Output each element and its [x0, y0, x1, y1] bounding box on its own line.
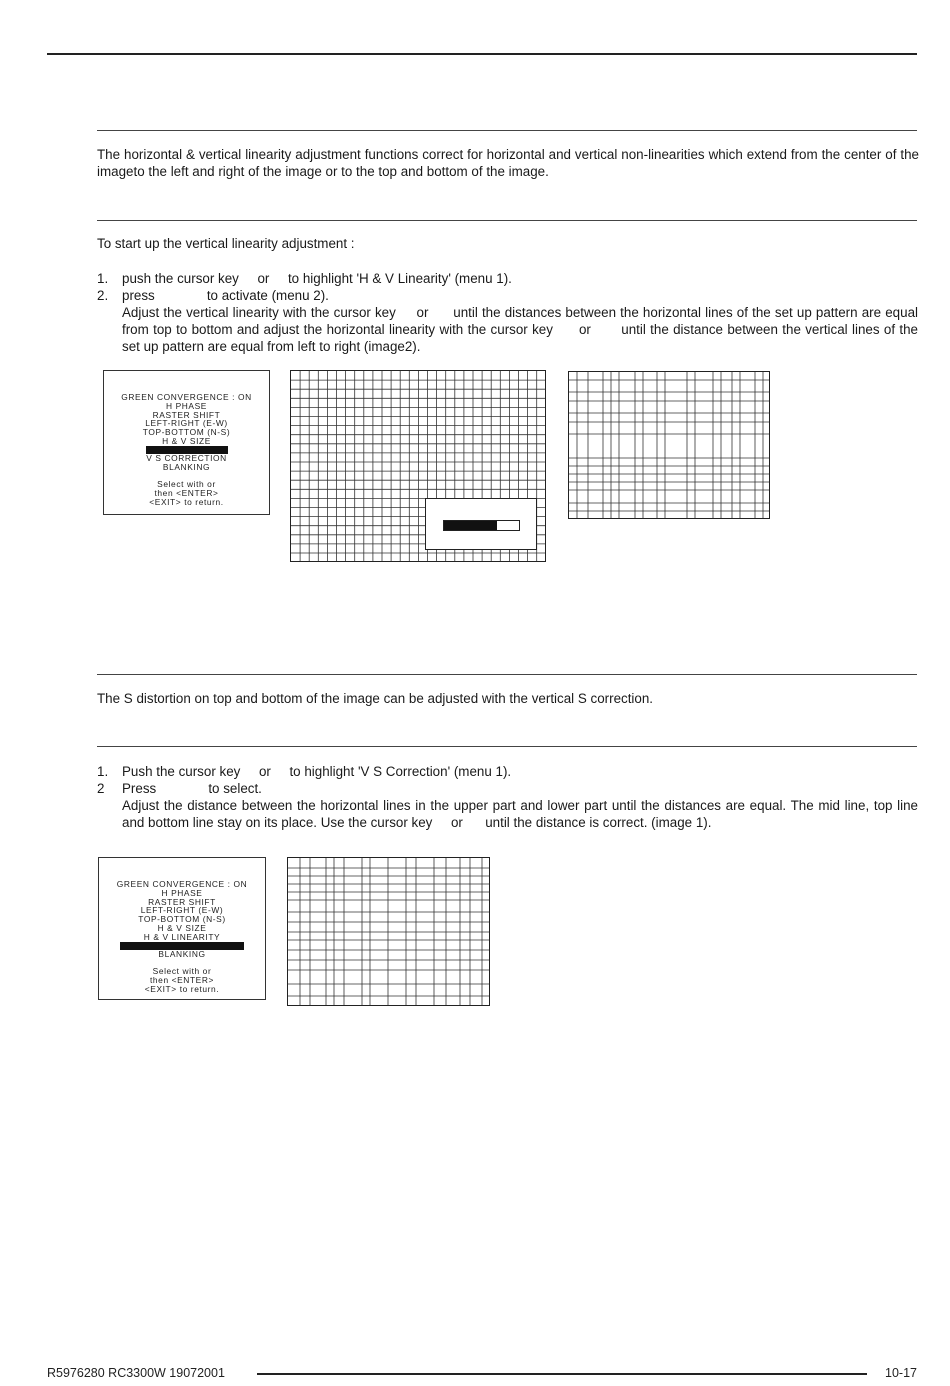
step-number: 2: [97, 781, 105, 796]
step-number: 1.: [97, 271, 109, 286]
s-correction-intro: The S distortion on top and bottom of the image can be adjusted with the vertical S correction.: [97, 691, 654, 706]
menu-footer-line: then <ENTER>: [154, 488, 219, 499]
nonlinear-pattern-grid: [568, 371, 770, 519]
section-rule: [97, 220, 917, 221]
osd-menu: [103, 370, 270, 515]
s-distortion-grid-pattern: [288, 858, 489, 1005]
menu-item: BLANKING: [162, 461, 211, 472]
nonlinear-grid-pattern: [569, 372, 769, 518]
menu-item: GREEN CONVERGENCE : ON: [121, 392, 252, 402]
menu-item: LEFT-RIGHT (E-W): [145, 418, 228, 429]
step-text: Push the cursor key or to highlight 'V S Correction' (menu 1).: [122, 764, 512, 779]
menu-item: TOP-BOTTOM (N-S): [138, 914, 226, 925]
menu-item: H PHASE: [166, 400, 207, 411]
section-rule: [97, 130, 917, 131]
step-detail: Adjust the vertical linearity with the cursor key or until the distances between the horizontal lines of the set up pattern are equal from top to bottom and adjust the horizontal linearity with the cursor key or until the distance between the vertical lines of the set up pattern are equal from left to right (image2).: [122, 305, 922, 354]
setup-pattern-grid: [290, 370, 546, 562]
section-rule: [97, 674, 917, 675]
menu-item: BLANKING: [158, 948, 206, 959]
step-text: push the cursor key or to highlight 'H & V Linearity' (menu 1).: [122, 271, 512, 286]
slider-fill: [444, 521, 497, 530]
menu-item: H & V SIZE: [162, 435, 211, 446]
menu-item: RASTER SHIFT: [148, 896, 216, 907]
menu-item: H & V SIZE: [157, 922, 207, 933]
menu-footer-line: <EXIT> to return.: [144, 983, 220, 994]
step-detail: Adjust the distance between the horizontal lines in the upper part and lower part until the distances are equal. The mid line, top line and bottom line stay on its place. Use the cursor key or until the distance is correct. (image 1).: [122, 798, 922, 830]
osd-menu: [98, 857, 266, 1000]
linearity-startup-text: To start up the vertical linearity adjustment :: [97, 236, 355, 251]
page-number: 10-17: [885, 1366, 917, 1380]
adjust-slider: [443, 520, 520, 531]
section-rule: [97, 746, 917, 747]
menu-item: H PHASE: [161, 887, 203, 898]
footer-rule: [257, 1373, 867, 1375]
step-number: 2.: [97, 288, 109, 303]
menu-footer-line: Select with or: [152, 966, 212, 977]
menu-footer-line: then <ENTER>: [150, 975, 214, 986]
header-rule: [47, 53, 917, 55]
menu-item: V S CORRECTION: [146, 452, 227, 463]
menu-footer-line: Select with or: [157, 479, 216, 490]
menu-item: TOP-BOTTOM (N-S): [142, 427, 231, 438]
step-text: Press to select.: [122, 781, 262, 796]
s-distortion-pattern-grid: [287, 857, 490, 1006]
menu-item: LEFT-RIGHT (E-W): [140, 905, 224, 916]
menu-footer-line: <EXIT> to return.: [149, 496, 224, 507]
linearity-intro: The horizontal & vertical linearity adjustment functions correct for horizontal and vertical non-linearities which extend from the center of the imageto the left and right of the image or to the top and bottom of the image.: [97, 147, 919, 179]
menu-item: H & V LINEARITY: [143, 931, 221, 942]
adjust-box: [425, 498, 537, 550]
document-id: R5976280 RC3300W 19072001: [47, 1366, 225, 1380]
step-text: press to activate (menu 2).: [122, 288, 329, 303]
step-number: 1.: [97, 764, 109, 779]
menu-item: GREEN CONVERGENCE : ON: [116, 879, 248, 889]
menu-item: RASTER SHIFT: [152, 409, 221, 420]
